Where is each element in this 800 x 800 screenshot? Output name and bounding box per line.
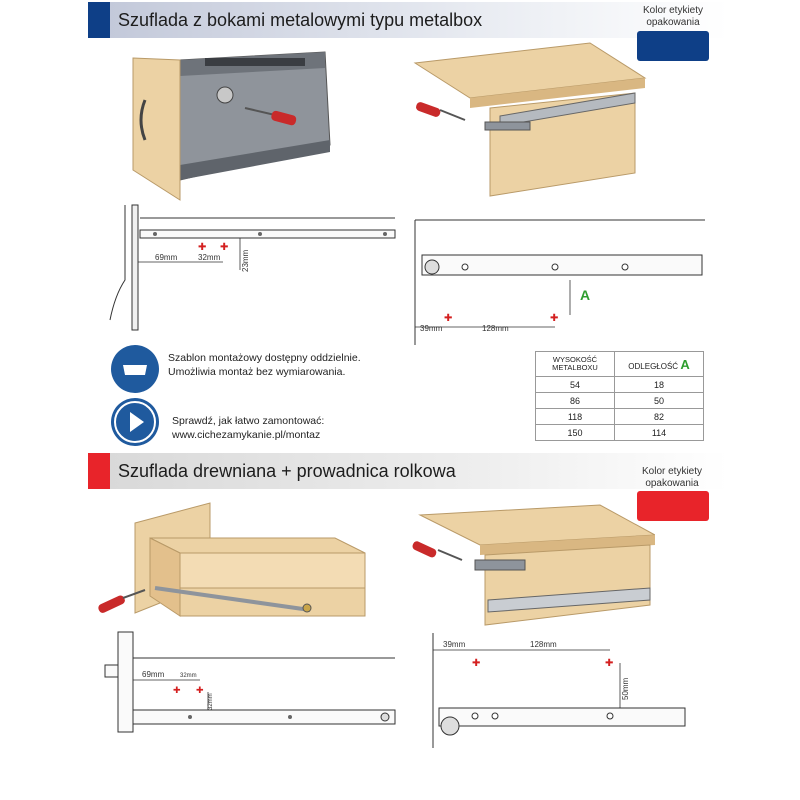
dim-a-label: A [580,287,591,303]
metalbox-slot [205,58,305,66]
template-shape [123,365,147,375]
marker-4: ✚ [550,313,559,324]
metalbox-dimension-drawing [100,200,400,335]
dim-32-label: 32mm [198,253,221,262]
dim-32c-label: 32mm [208,693,214,710]
dim-50-label: 50mm [621,677,630,700]
cabinet-outline [110,205,125,320]
table-row [536,377,704,393]
marker-6: ✚ [196,685,204,695]
dim-32b-label: 32mm [180,673,197,679]
runner-wheel-3 [381,713,389,721]
section1-accent [88,2,110,38]
table-cell: 82 [615,409,704,425]
table-row [536,409,704,425]
table-header-height-line2: METALBOXU [552,363,598,372]
runner-hole-5 [288,715,292,719]
table-cell: 18 [615,377,704,393]
marker-5: ✚ [173,685,181,695]
cabinet-runner-illustration-1 [410,38,655,203]
cabinet-stub [105,665,118,677]
dim-128b-label: 128mm [530,640,557,649]
table-cell: 118 [536,409,615,425]
template-info-line1: Szablon montażowy dostępny oddzielnie. [168,352,361,364]
runner-dimension-drawing-1 [410,215,710,350]
play-glyph [111,398,159,446]
table-cell: 86 [536,393,615,409]
template-info-line2: Umożliwia montaż bez wymiarowania. [168,366,346,378]
runner-slot-2 [552,264,558,270]
template-glyph [111,345,159,393]
table-header-a-letter: A [680,356,690,372]
table-cell: 54 [536,377,615,393]
section2-title: Szuflada drewniana + prowadnica rolkowa [118,461,456,481]
marker-7: ✚ [472,658,481,669]
video-info-link[interactable]: www.cichezamykanie.pl/montaz [172,429,321,441]
wooden-dimension-drawing [100,630,400,740]
fixing-bracket [217,87,233,103]
section1-label-caption-text: Kolor etykiety opakowania [642,5,704,28]
screwdriver-handle-3 [97,594,126,614]
drawer-top-edge [150,538,365,553]
template-icon [111,345,159,393]
drawer-inner [180,553,365,588]
runner-slot-1 [462,264,468,270]
runner-slot-5 [492,713,498,719]
marker-2: ✚ [220,242,229,253]
section2-accent [88,453,110,489]
video-info-line1: Sprawdź, jak łatwo zamontować: [172,415,325,427]
table-row [536,393,704,409]
screwdriver-shaft-4 [438,550,462,560]
table-cell: 50 [615,393,704,409]
runner-slot-4 [472,713,478,719]
cabinet-runner-illustration-2 [410,500,655,630]
cabinet-wall-2 [118,632,133,732]
wooden-drawer-illustration [95,498,375,628]
runner-dimension-drawing-2 [425,628,690,753]
section2-label-caption-text: Kolor etykiety opakowania [641,466,703,489]
table-header-row [536,352,704,377]
dim-23-label: 23mm [241,249,250,272]
runner-hole-2 [258,232,262,236]
runner-wheel [425,260,439,274]
screwdriver-shaft-2 [440,110,465,120]
runner-slot-6 [607,713,613,719]
dim-128-label: 128mm [482,324,509,333]
section1-label-caption [628,5,718,29]
table-header-height [536,352,615,377]
distance-table [535,351,704,441]
marker-8: ✚ [605,658,614,669]
dim-69-label: 69mm [155,253,178,262]
runner-slot-3 [622,264,628,270]
runner-hole-1 [153,232,157,236]
dim-39-label: 39mm [420,324,443,333]
screwdriver-handle-2 [415,101,442,118]
table-header-distance-text: ODLEGŁOŚĆ [628,361,679,371]
runner-profile-3 [133,710,395,724]
drawer-front-panel [180,588,365,616]
runner-profile [140,230,395,238]
template-info [168,351,361,379]
runner-hole-4 [188,715,192,719]
table-cell: 150 [536,425,615,441]
runner-wheel-2 [303,604,311,612]
drawer-front [133,58,180,200]
screwdriver-handle-4 [411,540,437,559]
table-header-height-line1: WYSOKOŚĆ [552,355,598,364]
metalbox-drawer-illustration [125,40,340,210]
runner-wheel-4 [441,717,459,735]
video-info [172,414,324,442]
table-cell: 114 [615,425,704,441]
dim-39b-label: 39mm [443,640,466,649]
play-triangle [130,412,144,432]
cabinet-side-panel-2 [485,545,650,625]
table-header-distance [615,352,704,377]
section1-title: Szuflada z bokami metalowymi typu metalbox [118,10,483,30]
marker-1: ✚ [198,242,207,253]
runner-bracket-2 [475,560,525,570]
section2-label-caption [627,466,717,490]
runner-hole-3 [383,232,387,236]
marker-3: ✚ [444,313,453,324]
cabinet-wall [132,205,138,330]
dim-69b-label: 69mm [142,670,165,679]
table-row [536,425,704,441]
runner-bracket [485,122,530,130]
play-icon[interactable] [111,398,159,446]
